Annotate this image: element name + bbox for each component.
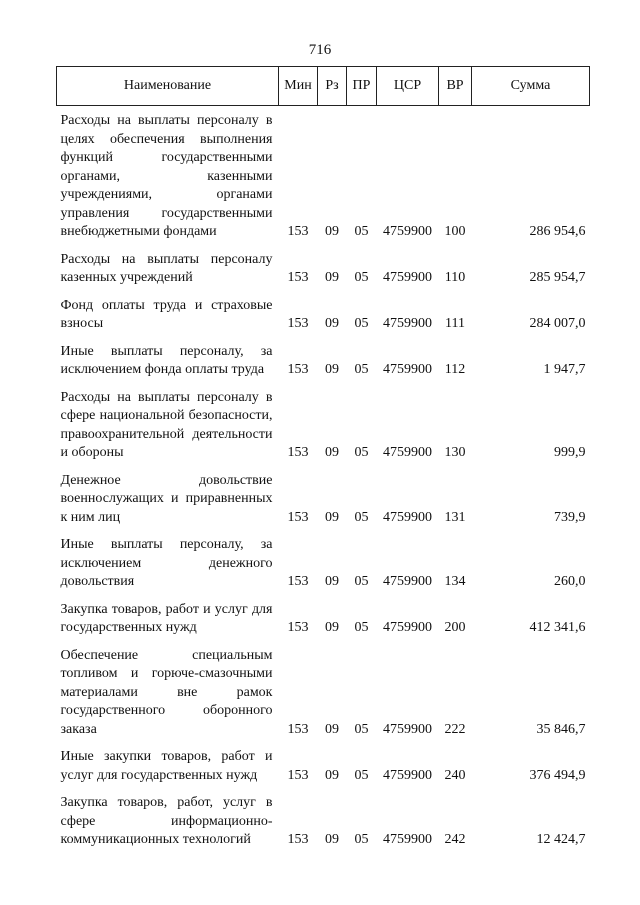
budget-table [56,66,590,855]
header-min: Мин [279,67,318,106]
cell-min: 153 [287,620,309,635]
cell-rz: 09 [325,316,339,331]
cell-rz: 09 [325,270,339,285]
cell-rz: 09 [325,362,339,377]
cell-pr: 05 [354,832,369,847]
cell-name: Закупка товаров, работ, услуг в сфере информационно-коммуникационных технологий [60,795,273,847]
cell-csr: 4759900 [383,224,432,239]
cell-name: Фонд оплаты труда и страховые взносы [60,297,273,331]
table-row [57,247,590,293]
cell-csr: 4759900 [383,574,432,589]
cell-sum: 260,0 [554,574,586,589]
table-row [57,744,590,790]
cell-pr: 05 [354,620,369,635]
cell-vr: 110 [444,270,466,285]
cell-vr: 130 [444,445,466,460]
cell-csr: 4759900 [383,832,432,847]
cell-name: Обеспечение специальным топливом и горюче-смазочными материалами вне рамок государственного оборонного заказа [60,647,273,737]
table-row [57,790,590,855]
cell-min: 153 [287,316,309,331]
table-row [57,597,590,643]
cell-csr: 4759900 [383,767,432,783]
cell-vr: 134 [444,574,466,589]
header-sum: Сумма [472,67,590,106]
cell-vr: 131 [444,509,466,525]
cell-sum: 35 846,7 [536,721,586,737]
cell-vr: 111 [445,316,465,331]
cell-sum: 12 424,7 [536,832,586,847]
cell-sum: 286 954,6 [529,224,586,239]
table-header [57,67,590,106]
header-vr: ВР [439,67,472,106]
cell-rz: 09 [325,574,339,589]
cell-name: Иные закупки товаров, работ и услуг для государственных нужд [60,749,273,783]
cell-vr: 112 [444,362,466,377]
cell-csr: 4759900 [383,270,432,285]
cell-min: 153 [287,832,309,847]
cell-rz: 09 [325,445,339,460]
header-csr: ЦСР [377,67,439,106]
cell-vr: 222 [444,721,466,737]
cell-name: Расходы на выплаты персоналу в сфере национальной безопасности, правоохранительной деятельности и обороны [60,389,273,460]
cell-name: Закупка товаров, работ и услуг для государственных нужд [60,601,273,635]
cell-vr: 242 [444,832,466,847]
cell-sum: 412 341,6 [529,620,586,635]
cell-sum: 285 954,7 [529,270,586,285]
cell-min: 153 [287,224,309,239]
header-row [57,67,590,106]
cell-min: 153 [287,721,309,737]
header-rz: Рз [318,67,347,106]
table-row [57,339,590,385]
cell-csr: 4759900 [383,316,432,331]
cell-sum: 376 494,9 [529,767,586,783]
cell-name: Расходы на выплаты персоналу в целях обеспечения выполнения функций государственными органами, казенными учреждениями, органами управления государственными внебюджетными фондами [60,113,273,239]
cell-pr: 05 [354,316,369,331]
cell-pr: 05 [354,509,369,525]
cell-vr: 240 [444,767,466,783]
cell-min: 153 [287,445,309,460]
cell-min: 153 [287,767,309,783]
cell-rz: 09 [325,509,339,525]
cell-min: 153 [287,574,309,589]
cell-rz: 09 [325,721,339,737]
cell-name: Денежное довольствие военнослужащих и приравненных к ним лиц [60,472,273,525]
table-row [57,106,590,247]
cell-pr: 05 [354,721,369,737]
cell-pr: 05 [354,224,369,239]
cell-pr: 05 [354,445,369,460]
cell-name: Расходы на выплаты персоналу казенных учреждений [60,251,273,285]
cell-min: 153 [287,270,309,285]
table-row [57,468,590,533]
cell-rz: 09 [325,224,339,239]
cell-pr: 05 [354,362,369,377]
cell-rz: 09 [325,767,339,783]
cell-sum: 999,9 [554,445,586,460]
table-row [57,293,590,339]
cell-sum: 284 007,0 [529,316,586,331]
cell-pr: 05 [354,574,369,589]
cell-rz: 09 [325,620,339,635]
cell-csr: 4759900 [383,362,432,377]
table-body [57,106,590,855]
cell-name: Иные выплаты персоналу, за исключением фонда оплаты труда [60,343,273,377]
cell-sum: 739,9 [554,509,586,525]
cell-csr: 4759900 [383,721,432,737]
cell-name: Иные выплаты персоналу, за исключением денежного довольствия [60,537,273,589]
cell-vr: 200 [444,620,466,635]
header-name: Наименование [57,67,279,106]
cell-csr: 4759900 [383,445,432,460]
cell-csr: 4759900 [383,620,432,635]
table-row [57,532,590,597]
table-row [57,643,590,745]
table-row [57,385,590,468]
cell-vr: 100 [444,224,466,239]
cell-pr: 05 [354,270,369,285]
cell-pr: 05 [354,767,369,783]
cell-min: 153 [287,362,309,377]
header-pr: ПР [347,67,377,106]
cell-rz: 09 [325,832,339,847]
cell-csr: 4759900 [383,509,432,525]
cell-min: 153 [287,509,309,525]
page-number: 716 [308,42,332,58]
cell-sum: 1 947,7 [543,362,586,377]
